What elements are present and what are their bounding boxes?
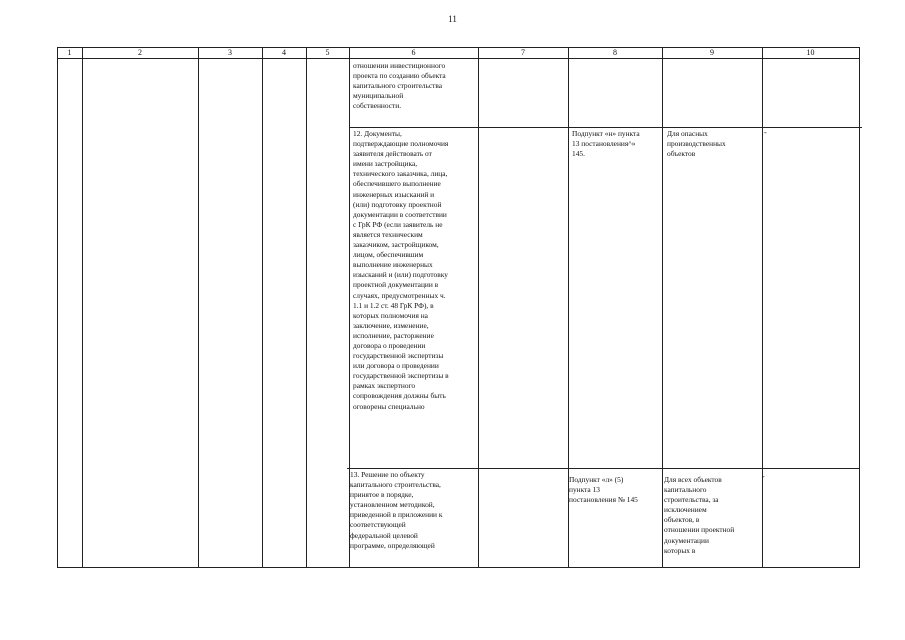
col-line-4 bbox=[306, 47, 307, 568]
header-col-3: 3 bbox=[228, 48, 232, 57]
header-col-7: 7 bbox=[521, 48, 525, 57]
row12-applicability: Для опасных производственных объектов bbox=[667, 129, 726, 159]
row12-document-description: 12. Документы, подтверждающие полномочия заявителя действовать от имени застройщика, технического заказчика, лица, обеспечившего выполнение инженерных изысканий и (или) подготовку проектной документации в соответствии с ГрК РФ (если заявитель не является техническим заказчиком, застройщиком, лицом, обеспечившим выполнение инженерных изысканий и (или) подготовку проектной документации в случаях, предусмотренных ч. 1.1 и 1.2 ст. 48 ГрК РФ), в которых полномочия на заключение, изменение, исполнение, расторжение договора о проведении государственной экспертизы или договора о проведении государственной экспертизы в рамках экспертного сопровождения должны быть оговорены специально bbox=[353, 129, 449, 411]
col-line-0 bbox=[57, 47, 58, 568]
header-col-9: 9 bbox=[710, 48, 714, 57]
col-line-8 bbox=[662, 47, 663, 568]
row-separator-2 bbox=[347, 468, 859, 469]
table-bottom-border bbox=[57, 567, 859, 568]
continued-row-description: отношении инвестиционного проекта по созданию объекта капитального строительства муниципальной собственности. bbox=[353, 61, 446, 111]
header-col-10: 10 bbox=[806, 48, 815, 57]
col-line-9 bbox=[762, 47, 763, 568]
row12-legal-basis: Подпункт «н» пункта 13 постановления^» 145. bbox=[572, 129, 640, 159]
col-line-1 bbox=[82, 47, 83, 568]
col-line-6 bbox=[478, 47, 479, 568]
row13-col10-dash: - bbox=[762, 472, 765, 481]
col-line-3 bbox=[262, 47, 263, 568]
row-separator-1 bbox=[350, 127, 862, 128]
header-col-5: 5 bbox=[325, 48, 330, 57]
row13-applicability: Для всех объектов капитального строительства, за исключением объектов, в отношении проектной документации которых в bbox=[664, 475, 735, 555]
header-col-4: 4 bbox=[282, 48, 286, 57]
header-bottom-border bbox=[57, 58, 859, 59]
col-line-10 bbox=[859, 47, 860, 568]
header-col-6: 6 bbox=[411, 48, 416, 57]
header-col-1: 1 bbox=[67, 48, 72, 57]
col-line-2 bbox=[198, 47, 199, 568]
page-number: 11 bbox=[448, 14, 457, 24]
header-col-8: 8 bbox=[613, 48, 617, 57]
row12-col10-dash: - bbox=[764, 128, 767, 137]
row13-document-description: 13. Решение по объекту капитального строительства, принятое в порядке, установленном методикой, приведенной в приложении к соответствующей федеральной целевой программе, определяющей bbox=[350, 470, 443, 550]
row13-legal-basis: Подпункт «л» (5) пункта 13 постановления № 145 bbox=[569, 475, 638, 505]
header-col-2: 2 bbox=[138, 48, 142, 57]
